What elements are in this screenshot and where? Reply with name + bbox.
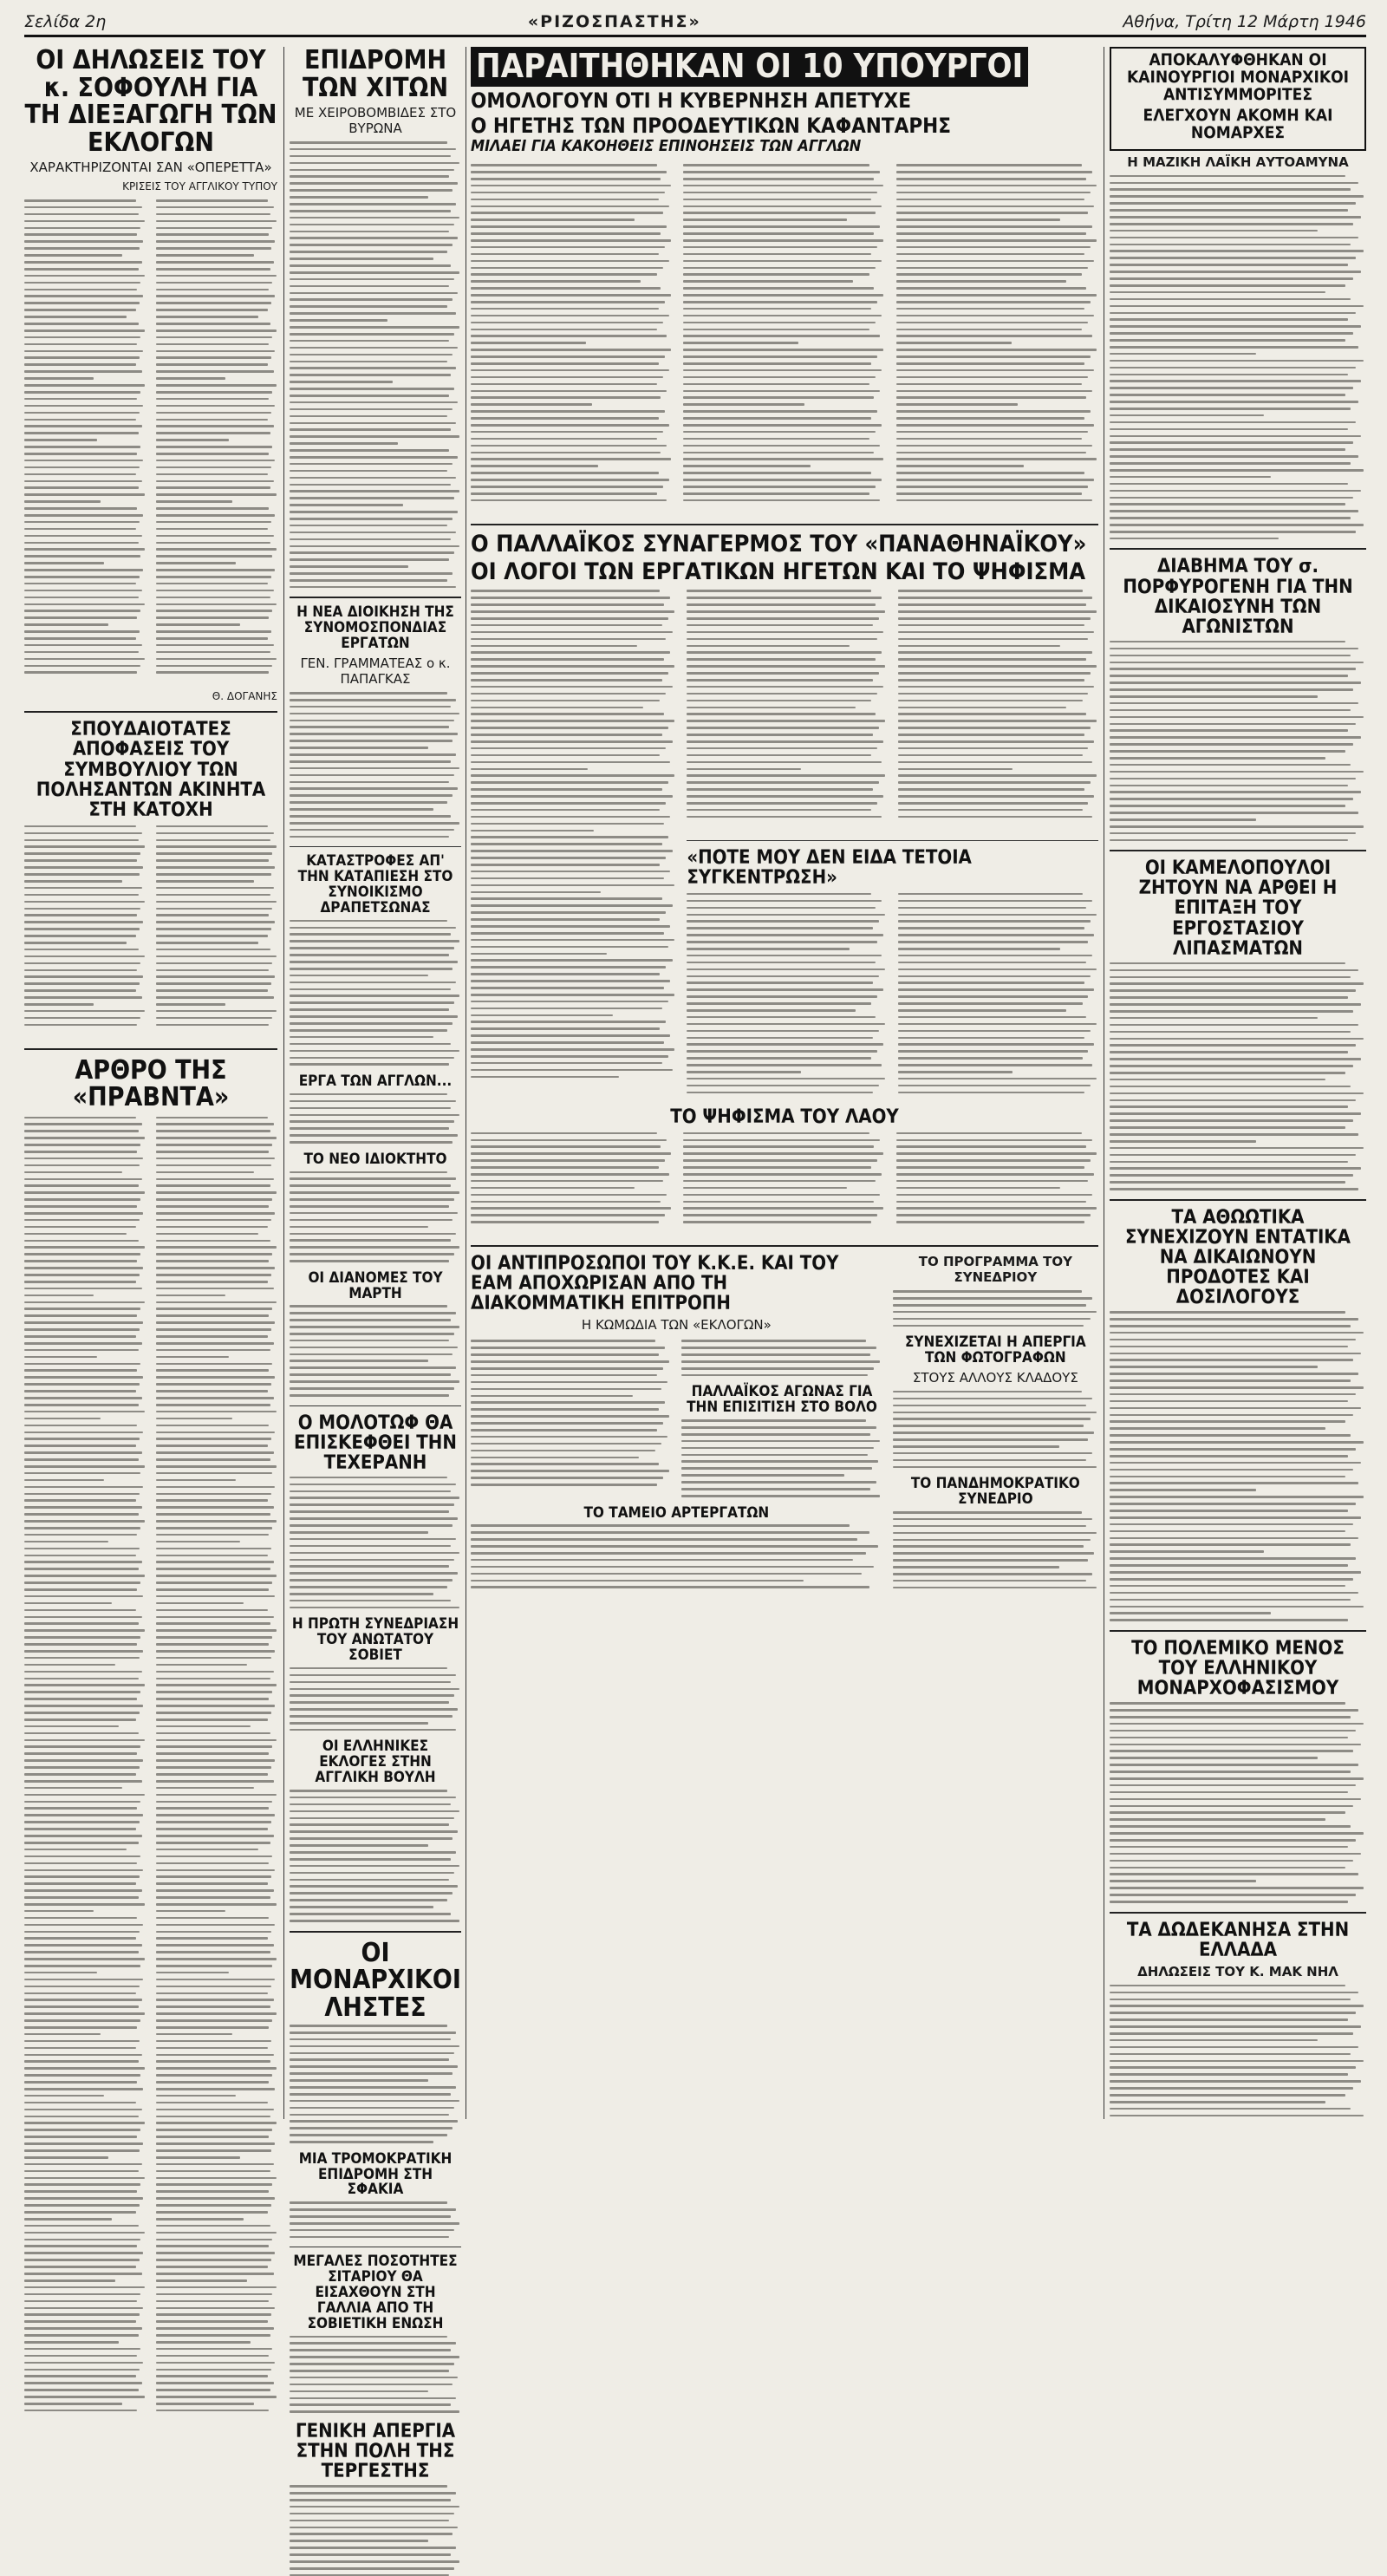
article-text xyxy=(24,825,146,1031)
headline-pravda: ΑΡΘΡΟ ΤΗΣ «ΠΡΑΒΝΤΑ» xyxy=(72,1054,230,1113)
column-rule xyxy=(283,47,284,2119)
headline-monarchist-antibandits: ΑΠΟΚΑΛΥΦΘΗΚΑΝ ΟΙ ΚΑΙΝΟΥΡΓΙΟΙ ΜΟΝΑΡΧΙΚΟΙ ΑΝΤΙΣΥΜΜΟΡΙΤΕΣ xyxy=(1127,50,1349,104)
subhead-vyrona: ΜΕ ΧΕΙΡΟΒΟΜΒΙΔΕΣ ΣΤΟ ΒΥΡΩΝΑ xyxy=(294,105,457,136)
article-text xyxy=(1110,175,1366,540)
article-text xyxy=(290,2201,461,2238)
article-text xyxy=(898,590,1098,822)
article-text xyxy=(893,1391,1098,1468)
headline-acquittals: ΤΑ ΑΘΩΩΤΙΚΑ ΣΥΝΕΧΙΖΟΥΝ ΕΝΤΑΤΙΚΑ ΝΑ ΔΙΚΑΙΩΝΟΥΝ ΠΡΟΔΟΤΕΣ ΚΑΙ ΔΟΣΙΛΟΓΟΥΣ xyxy=(1125,1206,1351,1309)
headline-never-seen: «ΠΟΤΕ ΜΟΥ ΔΕΝ ΕΙΔΑ ΤΕΤΟΙΑ ΣΥΓΚΕΝΤΡΩΣΗ» xyxy=(687,846,972,889)
article-text xyxy=(290,920,461,1066)
banner-inventions: ΜΙΛΑΕΙ ΓΙΑ ΚΑΚΟΗΘΕΙΣ ΕΠΙΝΟΗΣΕΙΣ ΤΩΝ ΑΓΓΛΩΝ xyxy=(471,137,862,156)
article-text xyxy=(471,1524,882,1588)
article-text xyxy=(1110,962,1366,1190)
headline-congress: ΤΟ ΠΑΝΔΗΜΟΚΡΑΤΙΚΟ ΣΥΝΕΔΡΙΟ xyxy=(910,1475,1080,1509)
article-text xyxy=(471,1132,673,1228)
headline-march-rations: ΟΙ ΔΙΑΝΟΜΕΣ ΤΟΥ ΜΑΡΤΗ xyxy=(308,1268,443,1302)
banner-government-failed: ΟΜΟΛΟΓΟΥΝ ΟΤΙ Η ΚΥΒΕΡΝΗΣΗ ΑΠΕΤΥΧΕ xyxy=(471,88,911,113)
article-text xyxy=(683,164,885,506)
article-text xyxy=(290,1790,461,1922)
headline-kke-eam: ΟΙ ΑΝΤΙΠΡΟΣΩΠΟΙ ΤΟΥ Κ.Κ.Ε. ΚΑΙ ΤΟΥ ΕΑΜ ΑΠΟΧΩΡΙΣΑΝ ΑΠΟ ΤΗ ΔΙΑΚΟΜΜΑΤΙΚΗ ΕΠΙΤΡΟΠΗ xyxy=(471,1253,839,1315)
article-text xyxy=(290,692,461,838)
headline-dodecanese: ΤΑ ΔΩΔΕΚΑΝΗΣΑ ΣΤΗΝ ΕΛΛΑΔΑ xyxy=(1126,1919,1350,1961)
headline-english-works: ΕΡΓΑ ΤΩΝ ΑΓΓΛΩΝ... xyxy=(298,1072,453,1090)
subhead-papagkas: ΓΕΝ. ΓΡΑΜΜΑΤΕΑΣ ο κ. ΠΑΠΑΓΚΑΣ xyxy=(300,655,451,688)
article-text xyxy=(896,164,1098,506)
subhead-prefects: ΕΛΕΓΧΟΥΝ ΑΚΟΜΗ ΚΑΙ ΝΟΜΑΡΧΕΣ xyxy=(1143,105,1333,142)
headline-photographers: ΣΥΝΕΧΙΖΕΤΑΙ Η ΑΠΕΡΓΙΑ ΤΩΝ ΦΩΤΟΓΡΑΦΩΝ xyxy=(904,1334,1086,1367)
paper-name: «ΡΙΖΟΣΠΑΣΤΗΣ» xyxy=(527,12,701,31)
signature-doganis: Θ. ΔΟΓΑΝΗΣ xyxy=(212,690,277,703)
headline-property-decisions: ΣΠΟΥΔΑΙΟΤΑΤΕΣ ΑΠΟΦΑΣΕΙΣ ΤΟΥ ΣΥΜΒΟΥΛΙΟΥ ΤΩΝ ΠΟΛΗΣΑΝΤΩΝ ΑΚΙΝΗΤΑ ΣΤΗ ΚΑΤΟΧΗ xyxy=(36,719,266,821)
headline-confederation: Η ΝΕΑ ΔΙΟΙΚΗΣΗ ΤΗΣ ΣΥΝΟΜΟΣΠΟΝΔΙΑΣ ΕΡΓΑΤΩΝ xyxy=(296,603,454,653)
headline-wheat-france: ΜΕΓΑΛΕΣ ΠΟΣΟΤΗΤΕΣ ΣΙΤΑΡΙΟΥ ΘΑ ΕΙΣΑΧΘΟΥΝ ΣΤΗ ΓΑΛΛΙΑ ΑΠΟ ΤΗ ΣΟΒΙΕΤΙΚΗ ΕΝΩΣΗ xyxy=(293,2253,458,2332)
column-2 xyxy=(290,45,461,2483)
column-1 xyxy=(24,47,277,2124)
article-text xyxy=(290,2336,461,2413)
headline-drapetsona: ΚΑΤΑΣΤΡΟΦΕΣ ΑΠ' ΤΗΝ ΚΑΤΑΠΙΕΣΗ ΣΤΟ ΣΥΝΟΙΚΙΣΜΟ ΔΡΑΠΕΤΣΩΝΑΣ xyxy=(297,852,453,916)
article-text xyxy=(1110,1985,1366,2117)
headline-trieste-strike: ΓΕΝΙΚΗ ΑΠΕΡΓΙΑ ΣΤΗΝ ΠΟΛΗ ΤΗΣ ΤΕΡΓΕΣΤΗΣ xyxy=(295,2420,456,2483)
article-text xyxy=(290,1305,461,1396)
article-text xyxy=(156,199,277,678)
article-text xyxy=(290,1477,461,1609)
headline-sfakia: ΜΙΑ ΤΡΟΜΟΚΡΑΤΙΚΗ ΕΠΙΔΡΟΜΗ ΣΤΗ ΣΦΑΚΙΑ xyxy=(298,2149,453,2199)
headline-supreme-soviet: Η ΠΡΩΤΗ ΣΥΝΕΔΡΙΑΣΗ ΤΟΥ ΑΝΩΤΑΤΟΥ ΣΟΒΙΕΤ xyxy=(291,1615,459,1665)
headline-war-fury: ΤΟ ΠΟΛΕΜΙΚΟ ΜΕΝΟΣ ΤΟΥ ΕΛΛΗΝΙΚΟΥ ΜΟΝΑΡΧΟΦΑΣΙΣΜΟΥ xyxy=(1131,1637,1345,1700)
article-text xyxy=(290,2025,461,2143)
article-text xyxy=(1110,1702,1366,1902)
article-text xyxy=(290,1667,461,1731)
article-text xyxy=(681,1419,882,1497)
article-text xyxy=(24,199,146,678)
headline-molotov: Ο ΜΟΛΟΤΩΦ ΘΑ ΕΠΙΣΚΕΦΘΕΙ ΤΗΝ ΤΕΧΕΡΑΝΗ xyxy=(294,1412,457,1474)
article-text xyxy=(290,1093,461,1144)
headline-volos: ΠΑΛΛΑΪΚΟΣ ΑΓΩΝΑΣ ΓΙΑ ΤΗΝ ΕΠΙΣΙΤΙΣΗ ΣΤΟ ΒΟΛΟ xyxy=(687,1383,877,1417)
headline-sofoulis: ΟΙ ΔΗΛΩΣΕΙΣ ΤΟΥ κ. ΣΟΦΟΥΛΗ ΓΙΑ ΤΗ ΔΙΕΞΑΓΩΓΗ ΤΩΝ ΕΚΛΟΓΩΝ xyxy=(24,45,277,158)
banner-ministers-resigned: ΠΑΡΑΙΤΗΘΗΚΑΝ ΟΙ 10 ΥΠΟΥΡΓΟΙ xyxy=(471,47,1028,87)
headline-monarchist-bandits: ΟΙ ΜΟΝΑΡΧΙΚΟΙ ΛΗΣΤΕΣ xyxy=(290,1937,461,2023)
article-text xyxy=(681,1340,882,1376)
headline-new-owner: ΤΟ ΝΕΟ ΙΔΙΟΚΤΗΤΟ xyxy=(303,1150,447,1168)
column-6 xyxy=(1110,47,1366,2124)
headline-panathinaikos: Ο ΠΑΛΛΑΪΚΟΣ ΣΥΝΑΓΕΡΜΟΣ ΤΟΥ «ΠΑΝΑΘΗΝΑΪΚΟΥ» xyxy=(471,530,1087,558)
article-text xyxy=(290,141,461,588)
article-text xyxy=(471,1340,671,1497)
headline-greek-elections: ΟΙ ΕΛΛΗΝΙΚΕΣ ΕΚΛΟΓΕΣ ΣΤΗΝ ΑΓΓΛΙΚΗ ΒΟΥΛΗ xyxy=(315,1738,436,1787)
headline-bakers-fund: ΤΟ ΤΑΜΕΙΟ ΑΡΤΕΡΓΑΤΩΝ xyxy=(583,1503,770,1522)
subhead-other-branches: ΣΤΟΥΣ ΑΛΛΟΥΣ ΚΛΑΔΟΥΣ xyxy=(912,1369,1078,1386)
article-text xyxy=(687,893,887,1099)
banner-kafantaris: Ο ΗΓΕΤΗΣ ΤΩΝ ΠΡΟΟΔΕΥΤΙΚΩΝ ΚΑΦΑΝΤΑΡΗΣ xyxy=(471,114,951,139)
main-area xyxy=(471,47,1098,2124)
headline-labor-leaders: ΟΙ ΛΟΓΟΙ ΤΩΝ ΕΡΓΑΤΙΚΩΝ ΗΓΕΤΩΝ ΚΑΙ ΤΟ ΨΗΦΙΣΜΑ xyxy=(471,558,1086,586)
newspaper-page xyxy=(24,9,1366,2483)
article-text xyxy=(893,1511,1098,1588)
page-number: Σελίδα 2η xyxy=(24,12,107,31)
article-text xyxy=(893,1290,1098,1327)
article-text xyxy=(1110,641,1366,841)
subhead-operetta: ΧΑΡΑΚΤΗΡΙΖΟΝΤΑΙ ΣΑΝ «ΟΠΕΡΕΤΤΑ» xyxy=(29,160,272,175)
subhead-self-defense: Η ΜΑΖΙΚΗ ΛΑΪΚΗ ΑΥΤΟΑΜΥΝΑ xyxy=(1127,153,1349,170)
article-text xyxy=(898,893,1098,1099)
subhead-mcneil: ΔΗΛΩΣΕΙΣ ΤΟΥ Κ. ΜΑΚ ΝΗΛ xyxy=(1137,1963,1338,1979)
article-text xyxy=(290,2485,461,2576)
article-text xyxy=(471,164,673,506)
article-text xyxy=(896,1132,1098,1228)
headline-resolution: ΤΟ ΨΗΦΙΣΜΑ ΤΟΥ ΛΑΟΥ xyxy=(670,1105,899,1128)
article-text xyxy=(290,1171,461,1262)
headline-program: ΤΟ ΠΡΟΓΡΑΜΜΑ ΤΟΥ ΣΥΝΕΔΡΙΟΥ xyxy=(918,1254,1072,1286)
byline-english-press: ΚΡΙΣΕΙΣ ΤΟΥ ΑΓΓΛΙΚΟΥ ΤΥΠΟΥ xyxy=(122,180,277,192)
article-text xyxy=(156,825,277,1031)
article-text xyxy=(471,590,676,1098)
article-text xyxy=(683,1132,885,1228)
masthead xyxy=(24,9,1366,37)
article-text xyxy=(1110,1311,1366,1621)
headline-chites-raid: ΕΠΙΔΡΟΜΗ ΤΩΝ ΧΙΤΩΝ xyxy=(302,45,449,103)
subhead-election-comedy: Η ΚΩΜΩΔΙΑ ΤΩΝ «ΕΚΛΟΓΩΝ» xyxy=(581,1317,772,1334)
article-text xyxy=(687,590,887,822)
dateline: Αθήνα, Τρίτη 12 Μάρτη 1946 xyxy=(1123,12,1366,31)
headline-fertilizer-factory: ΟΙ ΚΑΜΕΛΟΠΟΥΛΟΙ ΖΗΤΟΥΝ ΝΑ ΑΡΘΕΙ Η ΕΠΙΤΑΞΗ ΤΟΥ ΕΡΓΟΣΤΑΣΙΟΥ ΛΙΠΑΣΜΑΤΩΝ xyxy=(1138,858,1338,960)
article-text xyxy=(156,1117,277,2416)
article-text xyxy=(24,1117,146,2416)
headline-porfyrogenis: ΔΙΑΒΗΜΑ ΤΟΥ σ. ΠΟΡΦΥΡΟΓΕΝΗ ΓΙΑ ΤΗΝ ΔΙΚΑΙΟΣΥΝΗ ΤΩΝ ΑΓΩΝΙΣΤΩΝ xyxy=(1123,556,1353,638)
